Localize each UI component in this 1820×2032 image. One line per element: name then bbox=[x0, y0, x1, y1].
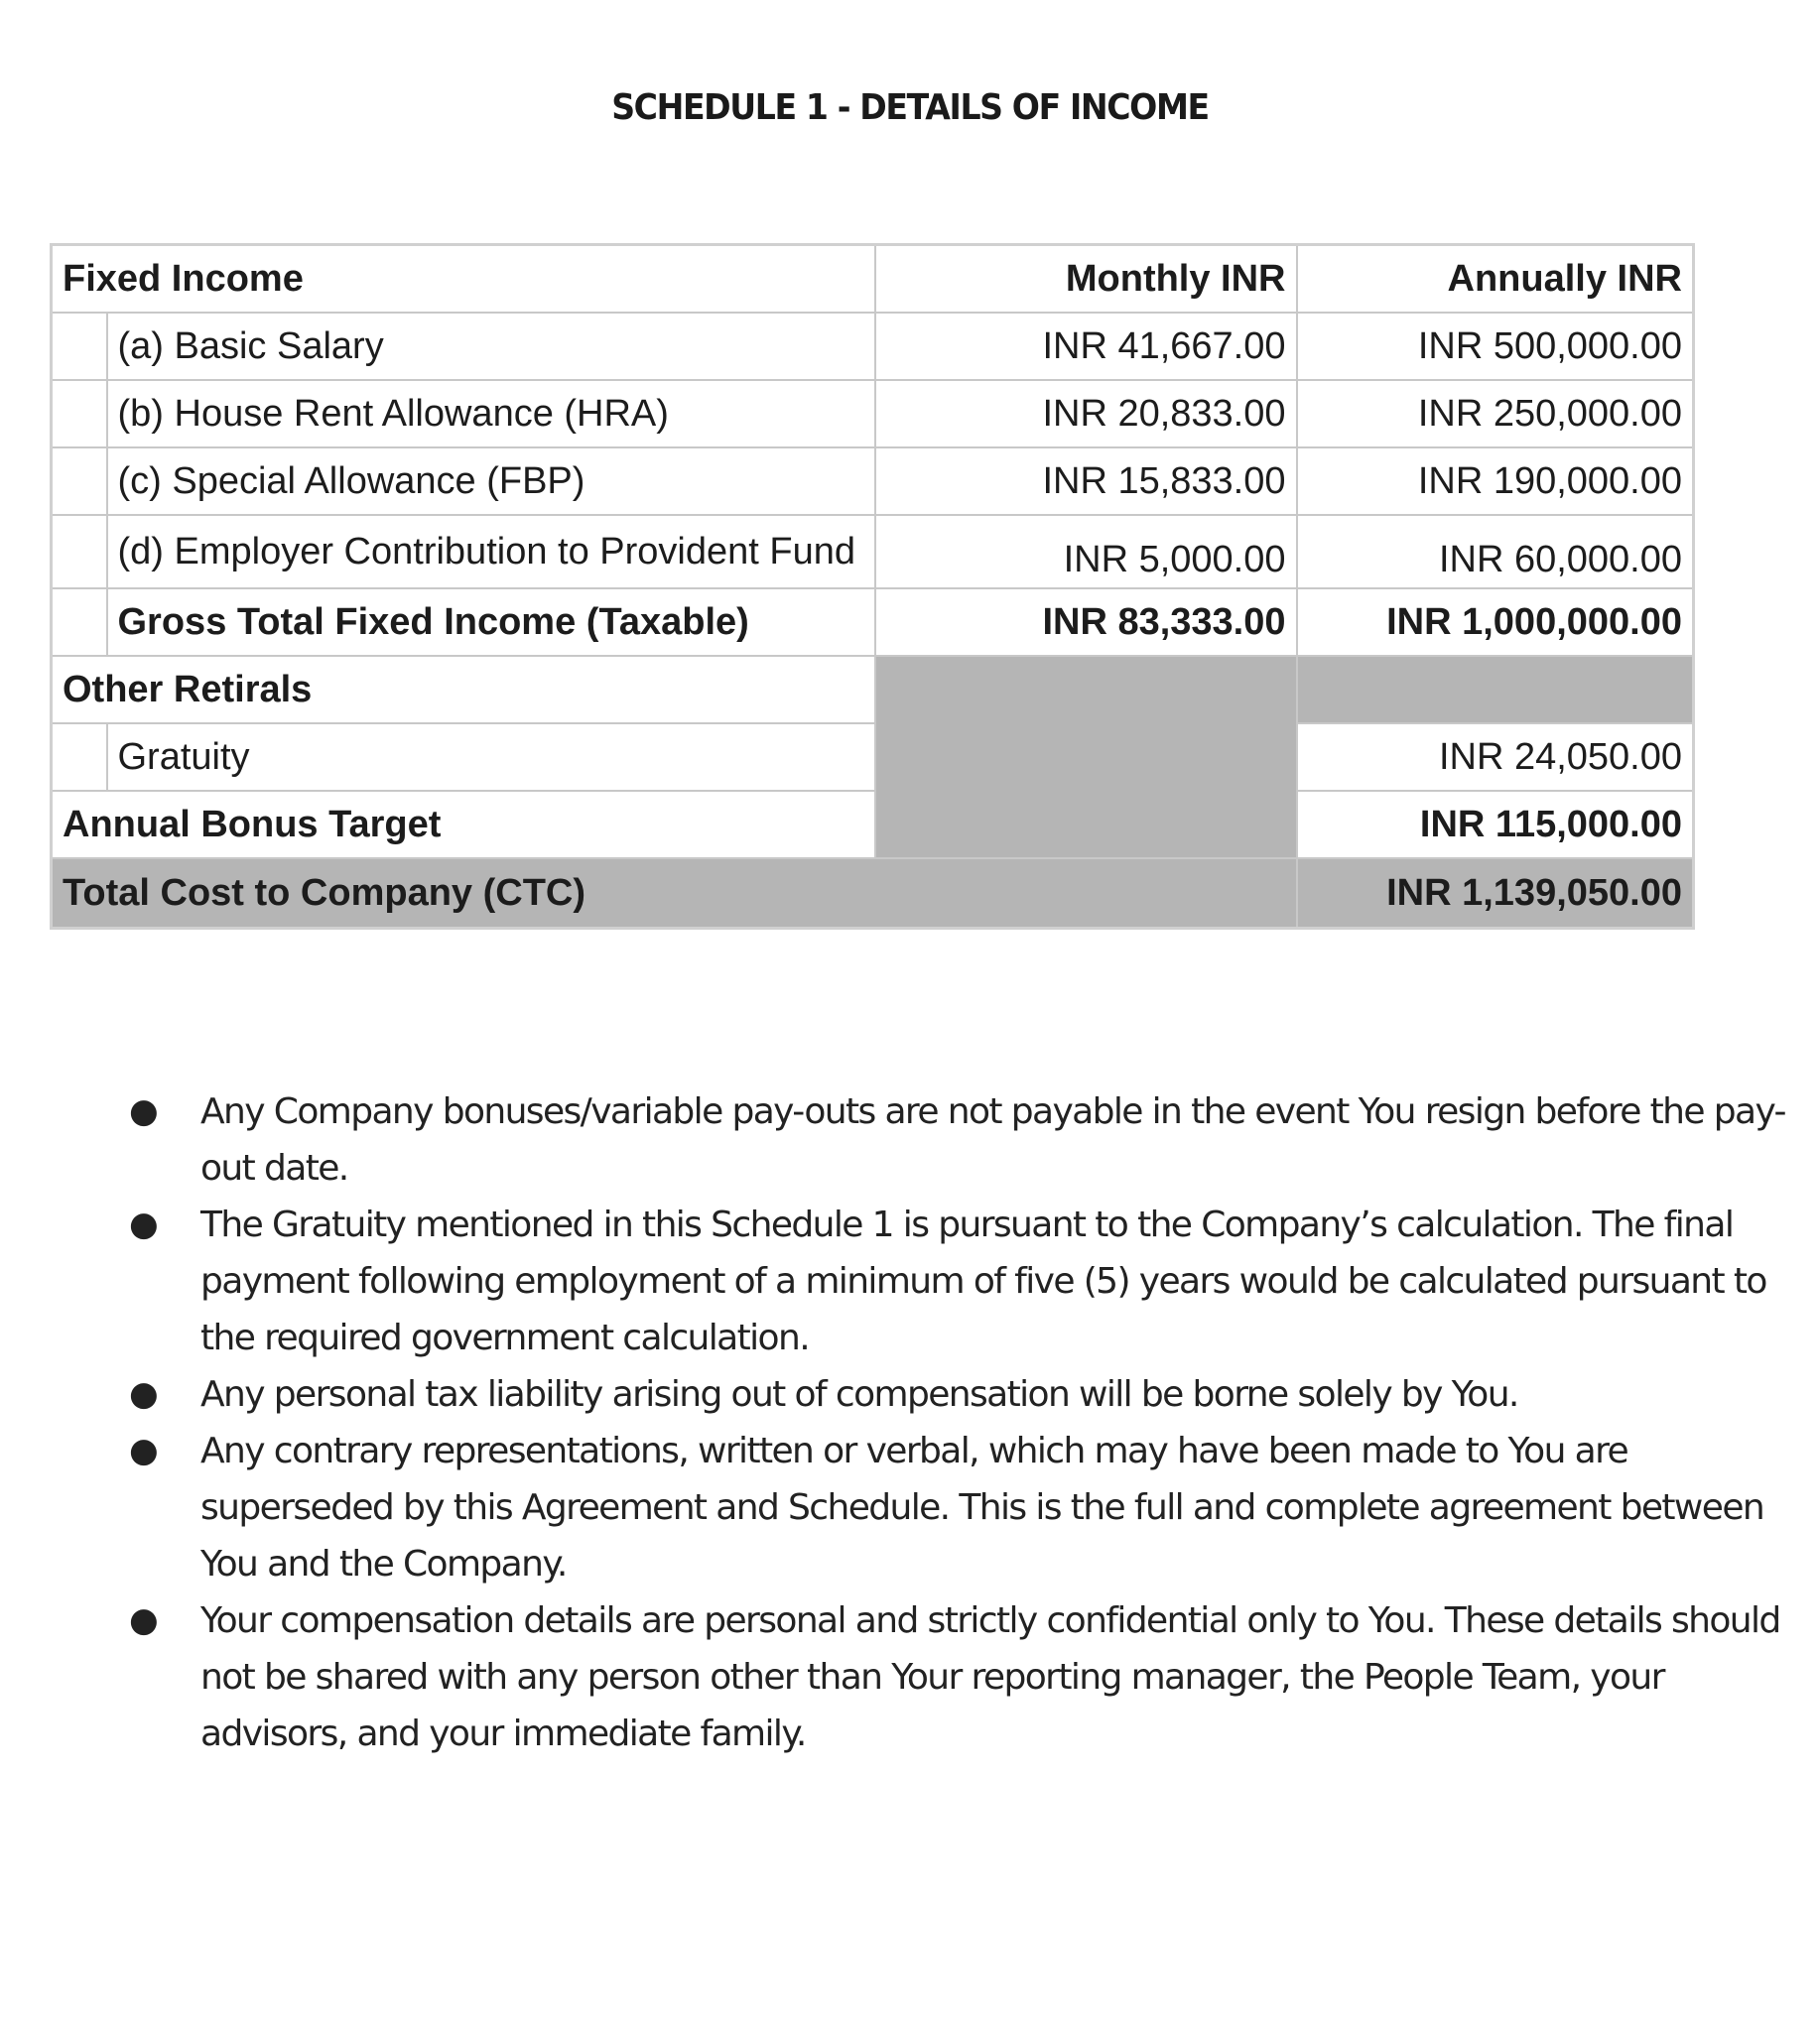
table-row bbox=[52, 515, 1694, 588]
list-item bbox=[129, 1366, 1816, 1423]
gross-total-row bbox=[52, 588, 1694, 656]
indent-cell bbox=[52, 515, 107, 588]
bullet-icon: ● bbox=[129, 1431, 158, 1470]
bullet-icon: ● bbox=[129, 1600, 158, 1640]
monthly-value: INR 15,833.00 bbox=[875, 447, 1297, 515]
table-row bbox=[52, 313, 1694, 380]
row-label: (c) Special Allowance (FBP) bbox=[107, 447, 875, 515]
header-monthly: Monthly INR bbox=[875, 245, 1297, 314]
gratuity-annual-value: INR 24,050.00 bbox=[1297, 723, 1694, 791]
monthly-value: INR 41,667.00 bbox=[875, 313, 1297, 380]
bonus-label: Annual Bonus Target bbox=[52, 791, 875, 858]
bonus-row bbox=[52, 791, 1694, 858]
gross-annual-value: INR 1,000,000.00 bbox=[1297, 588, 1694, 656]
list-item bbox=[129, 1592, 1816, 1762]
annual-value: INR 60,000.00 bbox=[1297, 515, 1694, 588]
indent-cell bbox=[52, 313, 107, 380]
bullet-icon: ● bbox=[129, 1374, 158, 1414]
row-label: (b) House Rent Allowance (HRA) bbox=[107, 380, 875, 447]
row-label: (a) Basic Salary bbox=[107, 313, 875, 380]
note-text: The Gratuity mentioned in this Schedule 1 is pursuant to the Company’s calculation. The final payment following employment of a minimum of five (5) years would be calculated pursuant to the required government calculation. bbox=[200, 1205, 1766, 1358]
notes-list bbox=[129, 1083, 1816, 1762]
shaded-cell bbox=[875, 656, 1297, 858]
header-annually: Annually INR bbox=[1297, 245, 1694, 314]
indent-cell bbox=[52, 380, 107, 447]
annual-value: INR 190,000.00 bbox=[1297, 447, 1694, 515]
indent-cell bbox=[52, 723, 107, 791]
list-item bbox=[129, 1423, 1816, 1592]
ctc-annual-value: INR 1,139,050.00 bbox=[1297, 858, 1694, 929]
annual-value: INR 250,000.00 bbox=[1297, 380, 1694, 447]
list-item bbox=[129, 1083, 1816, 1197]
gross-monthly-value: INR 83,333.00 bbox=[875, 588, 1297, 656]
header-fixed-income: Fixed Income bbox=[52, 245, 875, 314]
indent-cell bbox=[52, 588, 107, 656]
table-row bbox=[52, 447, 1694, 515]
row-label: (d) Employer Contribution to Provident Fund bbox=[107, 515, 875, 588]
note-text: Any contrary representations, written or verbal, which may have been made to You are superseded by this Agreement and Schedule. This is the full and complete agreement between You and the Company. bbox=[200, 1431, 1764, 1585]
gratuity-label: Gratuity bbox=[107, 723, 875, 791]
monthly-value: INR 5,000.00 bbox=[875, 515, 1297, 588]
income-table bbox=[50, 243, 1695, 930]
ctc-label: Total Cost to Company (CTC) bbox=[52, 858, 1297, 929]
table-header-row bbox=[52, 245, 1694, 314]
bullet-icon: ● bbox=[129, 1205, 158, 1244]
monthly-value: INR 20,833.00 bbox=[875, 380, 1297, 447]
page-title: SCHEDULE 1 - DETAILS OF INCOME bbox=[611, 87, 1209, 128]
shaded-cell bbox=[1297, 656, 1694, 723]
note-text: Your compensation details are personal and strictly confidential only to You. These details should not be shared with any person other than Your reporting manager, the People Team, your advisors, and your immediate family. bbox=[200, 1600, 1780, 1754]
gross-total-label: Gross Total Fixed Income (Taxable) bbox=[107, 588, 875, 656]
ctc-total-row bbox=[52, 858, 1694, 929]
indent-cell bbox=[52, 447, 107, 515]
list-item bbox=[129, 1197, 1816, 1366]
table-row bbox=[52, 380, 1694, 447]
note-text: Any personal tax liability arising out of compensation will be borne solely by You. bbox=[200, 1374, 1518, 1415]
other-retirals-label: Other Retirals bbox=[52, 656, 875, 723]
note-text: Any Company bonuses/variable pay-outs are not payable in the event You resign before the pay-out date. bbox=[200, 1091, 1785, 1189]
annual-value: INR 500,000.00 bbox=[1297, 313, 1694, 380]
bonus-annual-value: INR 115,000.00 bbox=[1297, 791, 1694, 858]
table-row bbox=[52, 723, 1694, 791]
other-retirals-row bbox=[52, 656, 1694, 723]
bullet-icon: ● bbox=[129, 1091, 158, 1131]
